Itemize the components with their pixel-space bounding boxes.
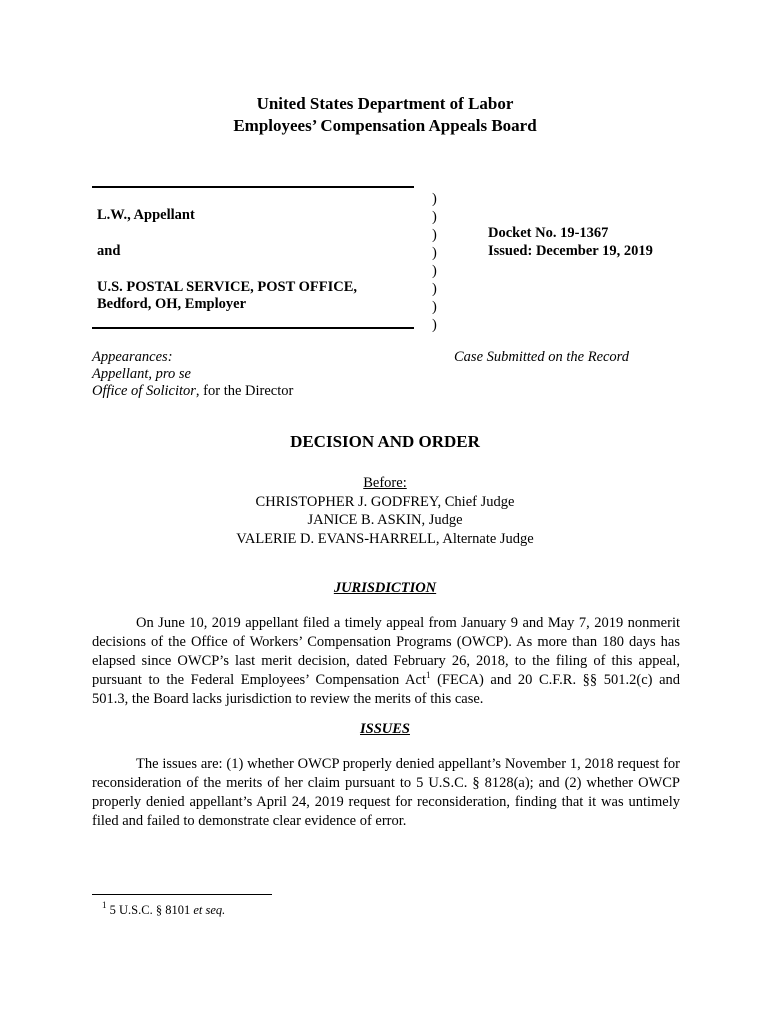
jurisdiction-text: On June 10, 2019 appellant filed a timely appeal from January 9 and May 7, 2019 nonmerit decisions of the Office of Workers’ Compensation Programs (OWCP). As more than 180 days has elapsed since OWCP’s last merit decision, dated February 26, 2018, to the filing of this appeal, pursuant to the Federal Employees’ Compensation Act (92, 615, 680, 688)
caption-top-rule (92, 186, 414, 188)
footnote-number: 1 (102, 900, 107, 910)
employer-line1: U.S. POSTAL SERVICE, POST OFFICE, (97, 279, 358, 295)
caption-paren: ) (432, 281, 437, 297)
judge-askin: JANICE B. ASKIN, Judge (307, 512, 463, 528)
caption-bottom-rule (92, 327, 414, 329)
caption-paren: ) (432, 317, 437, 333)
header-board: Employees’ Compensation Appeals Board (233, 116, 537, 135)
issues-text: The issues are: (1) whether OWCP properly denied appellant’s November 1, 2018 request for reconsideration of the merits of her claim pursuant to 5 U.S.C. § 8128(a); and (2) whether OWCP properly denied appellant’s April 24, 2019 request for reconsideration, finding that it was untimely filed and failed to demonstrate clear evidence of error. (92, 756, 680, 829)
docket-number: Docket No. 19-1367 (488, 225, 609, 241)
appearance-solicitor (92, 383, 293, 400)
caption-and: and (97, 243, 121, 259)
appellant-name: L.W., Appellant (97, 207, 195, 223)
footnote-text: 5 U.S.C. § 8101 (106, 903, 194, 917)
caption-paren: ) (432, 191, 437, 207)
panel-block (0, 474, 770, 548)
jurisdiction-text-end: (FECA) and 20 C.F.R. §§ 501.2(c) and 501.3, the Board lacks jurisdiction to review the merits of this case. (92, 672, 681, 707)
footnote (102, 900, 226, 918)
header-agency: United States Department of Labor (256, 94, 514, 113)
caption-paren: ) (432, 263, 437, 279)
caption-paren: ) (432, 209, 437, 225)
footnote-ref: 1 (426, 670, 431, 680)
jurisdiction-paragraph (92, 614, 680, 709)
caption-paren: ) (432, 245, 437, 261)
issues-heading: ISSUES (360, 721, 410, 737)
judge-evans-harrell: VALERIE D. EVANS-HARRELL, Alternate Judge (236, 530, 534, 547)
caption-paren: ) (432, 227, 437, 243)
jurisdiction-heading: JURISDICTION (333, 580, 437, 596)
appearance-appellant: Appellant, pro se (92, 366, 191, 382)
caption-paren: ) (432, 299, 437, 315)
issued-date: Issued: December 19, 2019 (488, 243, 653, 259)
footnote-rule (92, 894, 272, 895)
issues-paragraph (92, 755, 680, 831)
judge-chief: CHRISTOPHER J. GODFREY, Chief Judge (255, 493, 515, 510)
appearances-label: Appearances: (92, 349, 173, 365)
solicitor-name: Office of Solicitor (92, 383, 196, 399)
decision-title: DECISION AND ORDER (290, 432, 480, 451)
employer-line2: Bedford, OH, Employer (97, 296, 247, 312)
footnote-et-seq: et seq. (193, 903, 226, 917)
before-label: Before: (363, 475, 407, 491)
case-submitted: Case Submitted on the Record (454, 349, 630, 365)
solicitor-role: , for the Director (195, 383, 294, 399)
